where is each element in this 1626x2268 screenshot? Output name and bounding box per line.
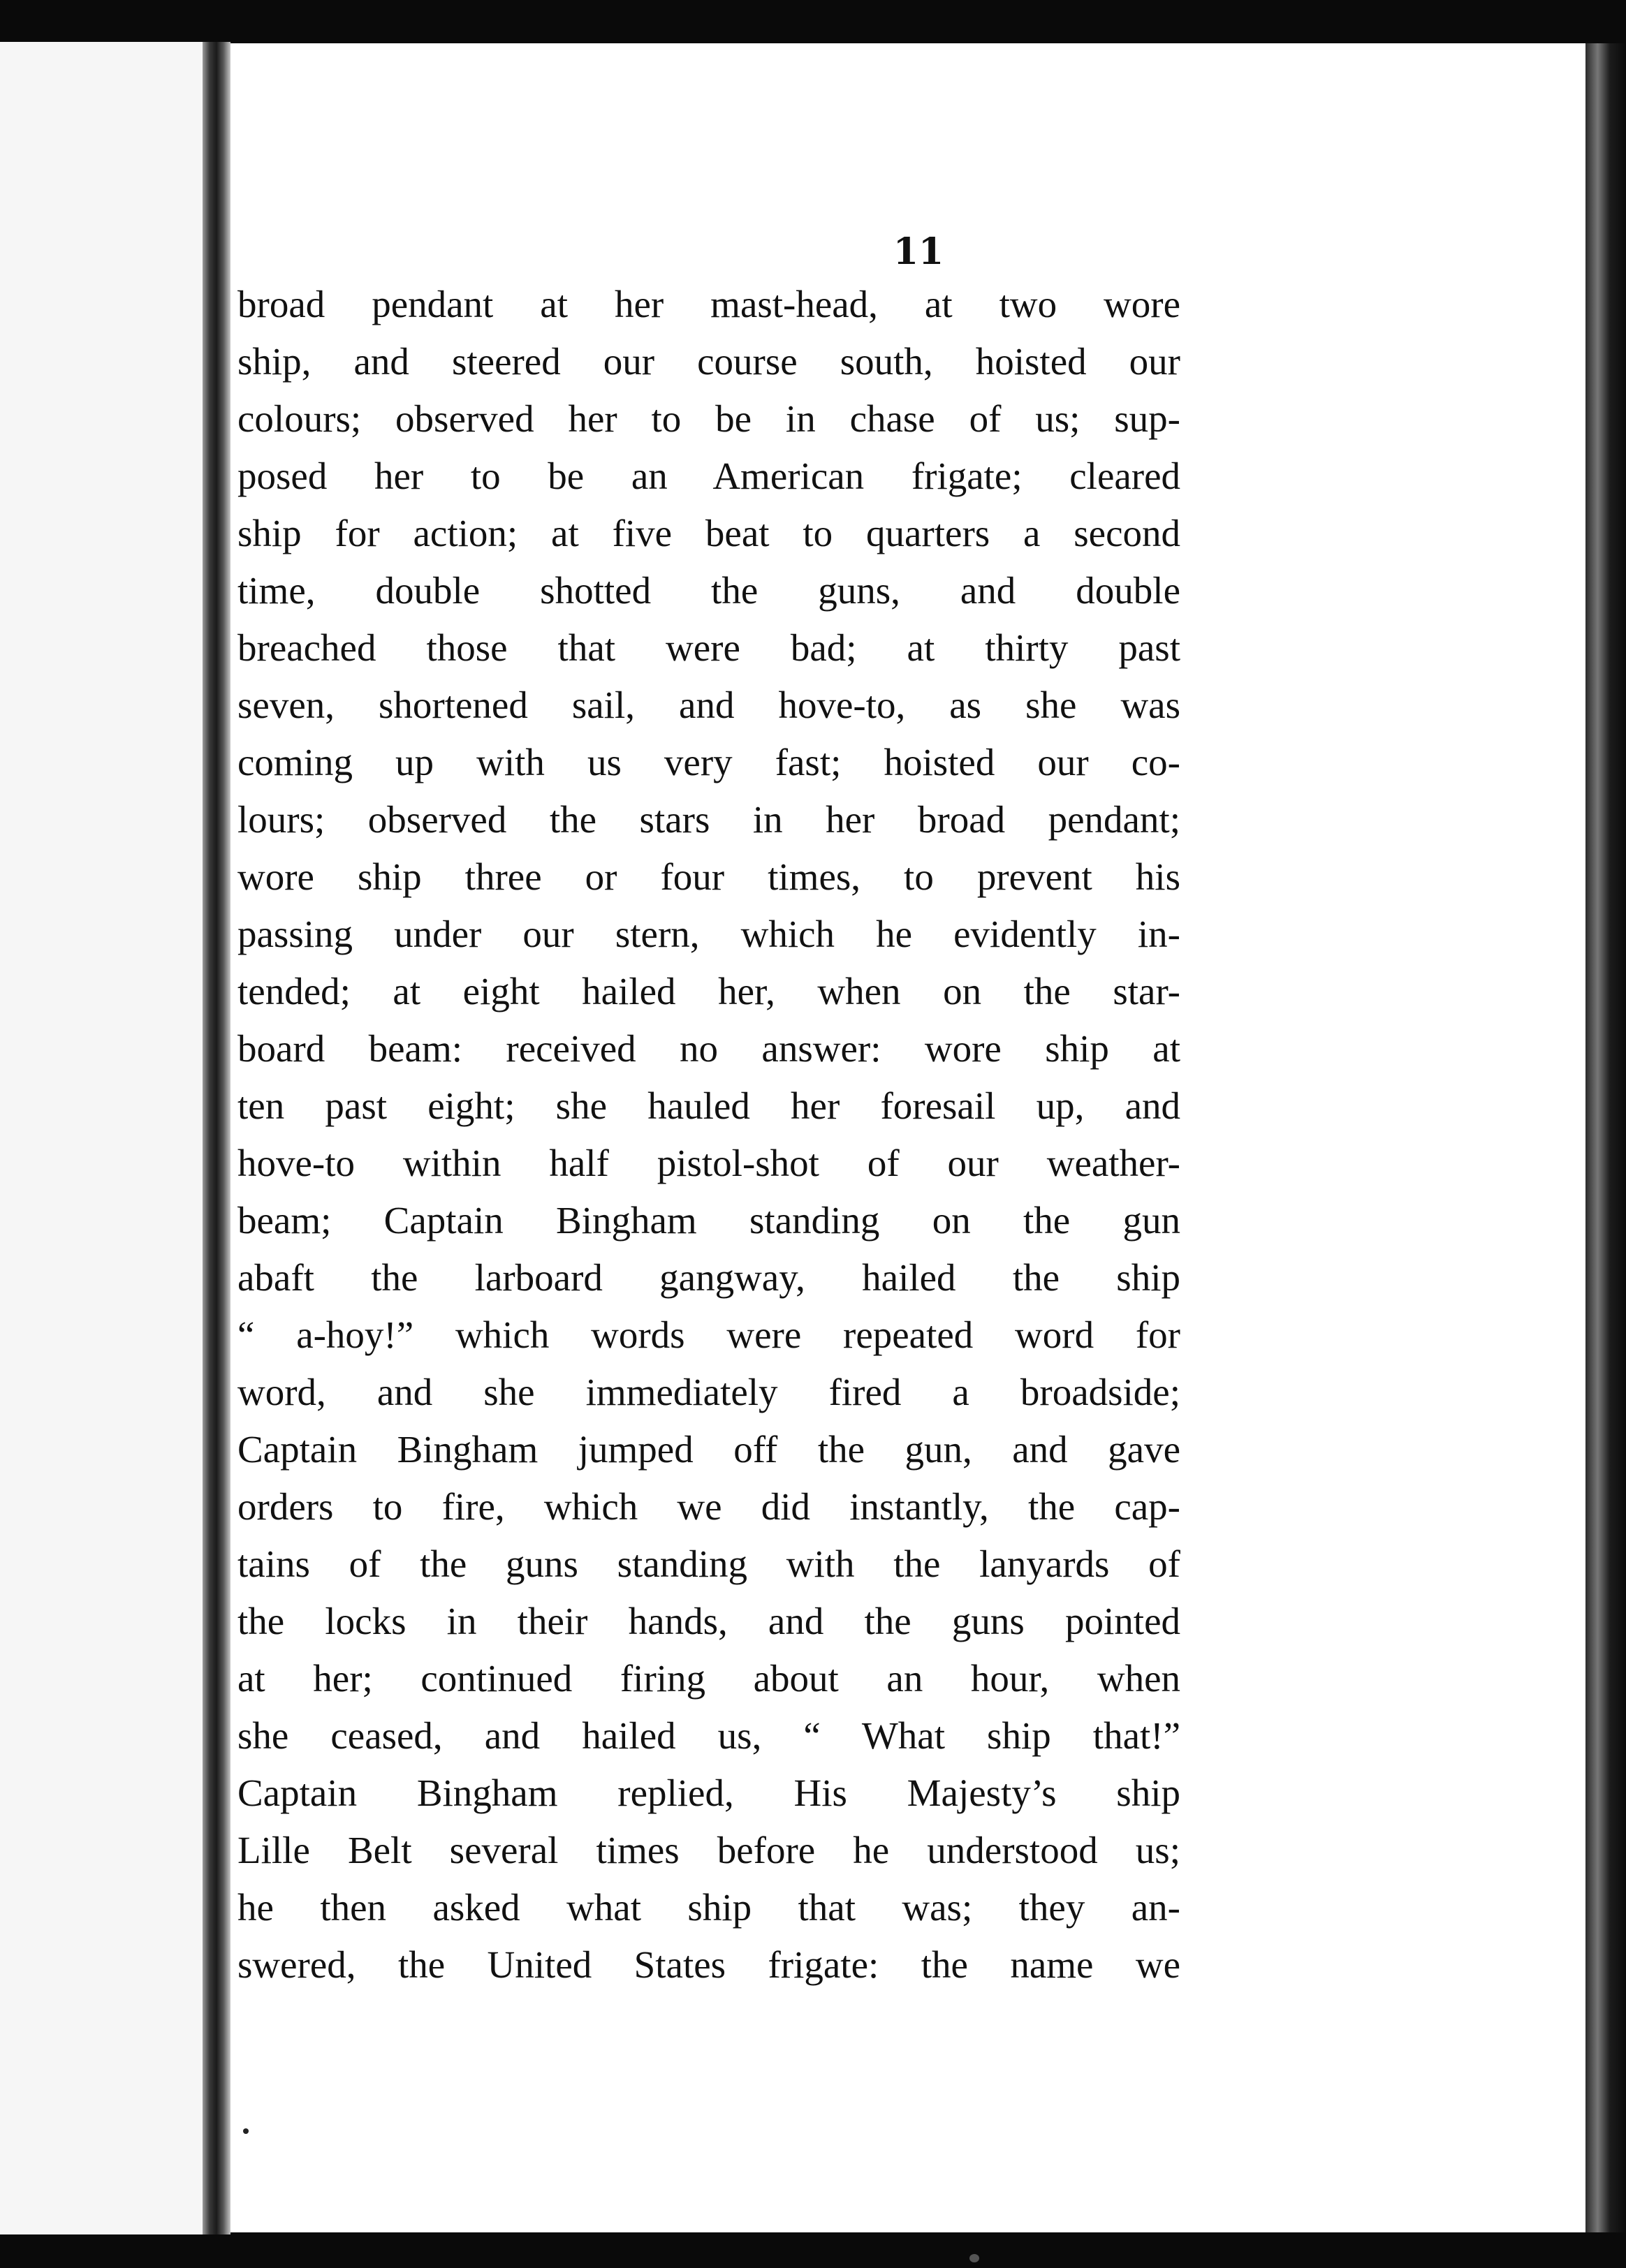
body-text [237, 276, 1180, 1994]
text-line: Captain Bingham jumped off the gun, and gave [237, 1428, 1180, 1471]
text-line: ship for action; at five beat to quarters a second [237, 512, 1180, 554]
page-number: 11 [893, 230, 944, 273]
text-line: “ a-hoy!” which words were repeated word for [237, 1313, 1180, 1356]
text-line: swered, the United States frigate: the name we [237, 1943, 1180, 1986]
text-line: passing under our stern, which he evidently in- [237, 913, 1180, 955]
text-line: she ceased, and hailed us, “ What ship that!” [237, 1714, 1180, 1757]
left-page-edge [0, 42, 203, 2234]
right-page-edge [1585, 43, 1626, 2232]
text-line: hove-to within half pistol-shot of our weather- [237, 1142, 1180, 1184]
text-line: tended; at eight hailed her, when on the star- [237, 970, 1180, 1012]
text-line: breached those that were bad; at thirty past [237, 626, 1180, 669]
text-line: the locks in their hands, and the guns pointed [237, 1600, 1180, 1642]
text-line: at her; continued firing about an hour, when [237, 1657, 1180, 1700]
text-line: colours; observed her to be in chase of us; sup- [237, 397, 1180, 440]
text-line: orders to fire, which we did instantly, the cap- [237, 1485, 1180, 1528]
scan-speck [243, 2128, 249, 2134]
text-line: coming up with us very fast; hoisted our co- [237, 741, 1180, 783]
text-line: abaft the larboard gangway, hailed the ship [237, 1256, 1180, 1299]
text-line: board beam: received no answer: wore ship at [237, 1027, 1180, 1070]
text-line: seven, shortened sail, and hove-to, as she was [237, 684, 1180, 726]
text-line: lours; observed the stars in her broad pendant; [237, 798, 1180, 841]
text-line: time, double shotted the guns, and double [237, 569, 1180, 612]
text-line: posed her to be an American frigate; cleared [237, 455, 1180, 497]
book-gutter [203, 42, 230, 2234]
scan-speck [969, 2254, 979, 2262]
text-line: broad pendant at her mast-head, at two wore [237, 283, 1180, 325]
text-line: ten past eight; she hauled her foresail up, and [237, 1084, 1180, 1127]
text-line: Lille Belt several times before he understood us; [237, 1829, 1180, 1871]
text-line: wore ship three or four times, to prevent his [237, 855, 1180, 898]
text-line: ship, and steered our course south, hoisted our [237, 340, 1180, 383]
text-line: beam; Captain Bingham standing on the gun [237, 1199, 1180, 1242]
text-line: word, and she immediately fired a broadside; [237, 1371, 1180, 1413]
text-line: he then asked what ship that was; they an- [237, 1886, 1180, 1929]
text-line: Captain Bingham replied, His Majesty’s ship [237, 1772, 1180, 1814]
text-line: tains of the guns standing with the lanyards of [237, 1542, 1180, 1585]
